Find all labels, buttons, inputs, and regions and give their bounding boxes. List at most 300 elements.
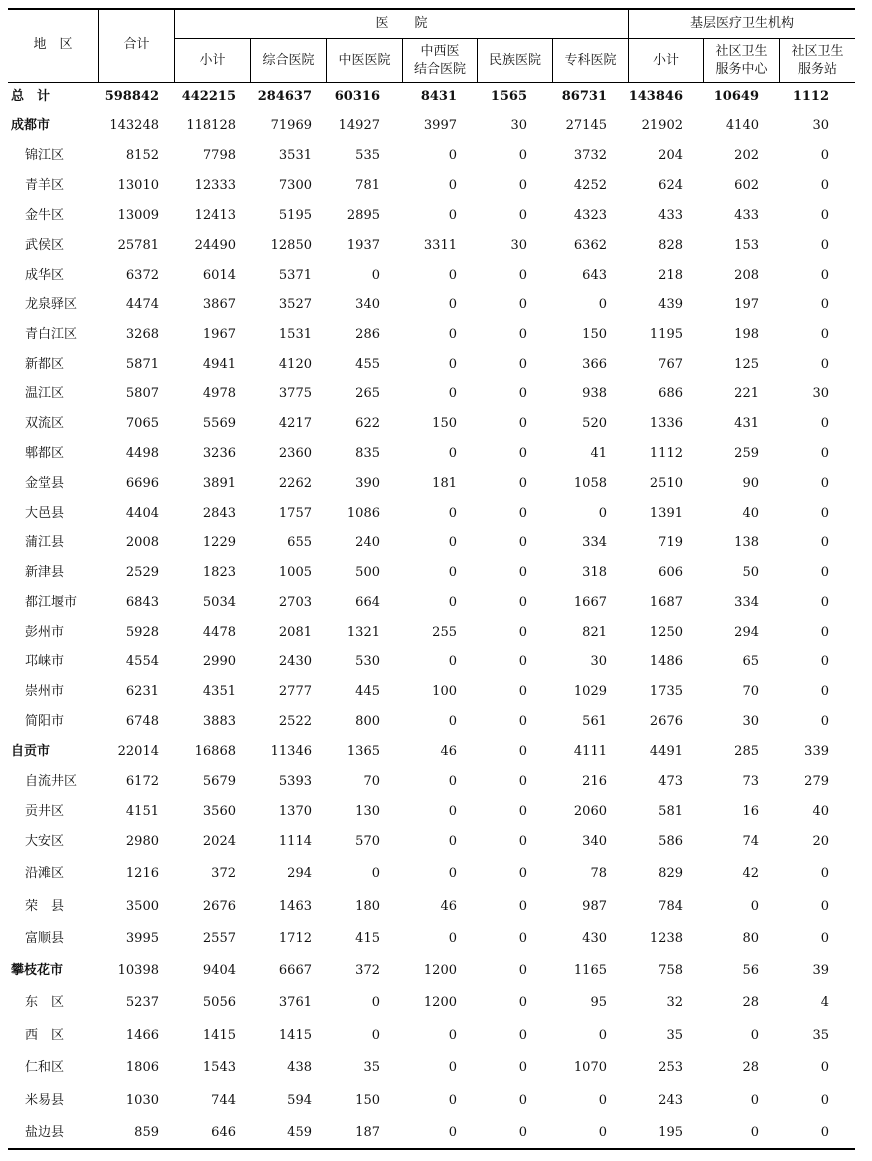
row-value-cell: 8152 (125, 148, 159, 163)
row-region-name: 米易县 (25, 1093, 65, 1108)
row-value-cell: 6362 (573, 238, 607, 253)
row-value-cell: 561 (582, 714, 607, 729)
row-value-cell: 0 (518, 535, 527, 550)
row-value-cell: 643 (582, 268, 607, 283)
row-value-cell: 0 (518, 178, 527, 193)
row-value-cell: 4978 (202, 386, 236, 401)
row-value-cell: 455 (355, 357, 380, 372)
row-value-cell: 71969 (270, 118, 312, 133)
row-value-cell: 42 (742, 866, 759, 881)
row-value-cell: 0 (820, 565, 829, 580)
row-value-cell: 78 (590, 866, 607, 881)
row-value-cell: 0 (448, 327, 457, 342)
row-value-cell: 285 (734, 744, 759, 759)
row-value-cell: 0 (448, 866, 457, 881)
row-value-cell: 35 (666, 1028, 683, 1043)
row-value-cell: 800 (355, 714, 380, 729)
row-value-cell: 0 (750, 899, 759, 914)
row-value-cell: 240 (355, 535, 380, 550)
row-region-name: 郫都区 (25, 446, 65, 461)
row-value-cell: 5569 (202, 416, 236, 431)
row-value-cell: 118128 (186, 118, 236, 133)
row-region-name: 龙泉驿区 (25, 297, 78, 312)
row-value-cell: 13009 (117, 208, 159, 223)
row-value-cell: 0 (820, 1093, 829, 1108)
row-value-cell: 259 (734, 446, 759, 461)
row-value-cell: 90 (742, 476, 759, 491)
row-value-cell: 586 (658, 834, 683, 849)
row-value-cell: 0 (448, 357, 457, 372)
row-value-cell: 218 (658, 268, 683, 283)
chc-center-header-line2: 服务中心 (715, 62, 768, 77)
row-value-cell: 4252 (573, 178, 607, 193)
row-value-cell: 339 (804, 744, 829, 759)
row-value-cell: 0 (598, 1125, 607, 1140)
row-value-cell: 445 (355, 684, 380, 699)
row-region-name: 金牛区 (25, 208, 65, 223)
row-value-cell: 366 (582, 357, 607, 372)
row-value-cell: 0 (518, 744, 527, 759)
row-value-cell: 1086 (346, 506, 380, 521)
row-value-cell: 1165 (573, 963, 607, 978)
row-value-cell: 6696 (125, 476, 159, 491)
row-value-cell: 4941 (202, 357, 236, 372)
row-value-cell: 1195 (649, 327, 683, 342)
row-value-cell: 70 (363, 774, 380, 789)
primary-subtotal-header: 小计 (652, 53, 679, 68)
row-value-cell: 9404 (202, 963, 236, 978)
row-value-cell: 1565 (490, 89, 527, 104)
row-value-cell: 0 (518, 506, 527, 521)
row-value-cell: 0 (820, 595, 829, 610)
row-value-cell: 1030 (125, 1093, 159, 1108)
row-value-cell: 1321 (346, 625, 380, 640)
row-value-cell: 0 (518, 654, 527, 669)
row-region-name: 自流井区 (25, 774, 78, 789)
row-value-cell: 8431 (420, 89, 457, 104)
row-value-cell: 744 (211, 1093, 236, 1108)
row-value-cell: 0 (518, 476, 527, 491)
row-region-name: 蒲江县 (25, 535, 65, 550)
row-value-cell: 439 (658, 297, 683, 312)
row-value-cell: 0 (518, 834, 527, 849)
integrated-hospital-header-line1: 中西医 (420, 44, 460, 59)
row-value-cell: 1415 (278, 1028, 312, 1043)
row-value-cell: 938 (582, 386, 607, 401)
row-value-cell: 784 (658, 899, 683, 914)
row-value-cell: 390 (355, 476, 380, 491)
row-value-cell: 0 (448, 654, 457, 669)
row-value-cell: 3891 (202, 476, 236, 491)
row-value-cell: 286 (355, 327, 380, 342)
row-value-cell: 153 (734, 238, 759, 253)
hospital-subtotal-header: 小计 (199, 53, 226, 68)
row-value-cell: 0 (518, 774, 527, 789)
row-value-cell: 0 (820, 268, 829, 283)
row-value-cell: 30 (812, 386, 829, 401)
row-value-cell: 28 (742, 995, 759, 1010)
row-value-cell: 65 (742, 654, 759, 669)
row-value-cell: 2024 (202, 834, 236, 849)
row-value-cell: 0 (448, 268, 457, 283)
row-value-cell: 86731 (561, 89, 607, 104)
row-value-cell: 2529 (125, 565, 159, 580)
row-value-cell: 0 (820, 297, 829, 312)
row-value-cell: 4120 (278, 357, 312, 372)
row-value-cell: 5807 (125, 386, 159, 401)
row-region-name: 温江区 (25, 386, 65, 401)
row-value-cell: 0 (518, 1093, 527, 1108)
row-value-cell: 0 (448, 297, 457, 312)
row-region-name: 总 计 (11, 89, 51, 104)
row-value-cell: 318 (582, 565, 607, 580)
row-value-cell: 4404 (125, 506, 159, 521)
row-value-cell: 0 (598, 1093, 607, 1108)
row-value-cell: 0 (448, 535, 457, 550)
row-value-cell: 150 (582, 327, 607, 342)
row-value-cell: 1370 (278, 804, 312, 819)
row-value-cell: 80 (742, 931, 759, 946)
row-value-cell: 334 (734, 595, 759, 610)
row-value-cell: 150 (432, 416, 457, 431)
row-value-cell: 340 (355, 297, 380, 312)
row-value-cell: 2676 (649, 714, 683, 729)
table-top-rule (8, 8, 855, 10)
row-region-name: 都江堰市 (25, 595, 78, 610)
row-value-cell: 594 (287, 1093, 312, 1108)
row-value-cell: 0 (518, 297, 527, 312)
primary-care-group-header: 基层医疗卫生机构 (689, 16, 794, 31)
row-region-name: 武侯区 (25, 238, 65, 253)
row-value-cell: 3995 (125, 931, 159, 946)
row-value-cell: 0 (371, 866, 380, 881)
row-value-cell: 0 (598, 297, 607, 312)
row-value-cell: 7300 (278, 178, 312, 193)
row-value-cell: 279 (804, 774, 829, 789)
row-value-cell: 5928 (125, 625, 159, 640)
row-value-cell: 12413 (194, 208, 236, 223)
row-value-cell: 20 (812, 834, 829, 849)
row-value-cell: 2676 (202, 899, 236, 914)
row-value-cell: 6014 (202, 268, 236, 283)
row-value-cell: 3527 (278, 297, 312, 312)
row-value-cell: 4217 (278, 416, 312, 431)
specialty-hospital-header: 专科医院 (564, 53, 617, 68)
row-region-name: 大安区 (25, 834, 65, 849)
row-value-cell: 1229 (202, 535, 236, 550)
row-value-cell: 0 (820, 714, 829, 729)
row-value-cell: 438 (287, 1060, 312, 1075)
row-value-cell: 40 (742, 506, 759, 521)
row-value-cell: 6231 (125, 684, 159, 699)
row-value-cell: 581 (658, 804, 683, 819)
row-value-cell: 821 (582, 625, 607, 640)
header-bottom-rule (8, 82, 855, 83)
row-value-cell: 2360 (278, 446, 312, 461)
row-value-cell: 0 (820, 535, 829, 550)
row-value-cell: 143846 (628, 89, 683, 104)
row-value-cell: 686 (658, 386, 683, 401)
row-value-cell: 16868 (194, 744, 236, 759)
row-value-cell: 10398 (117, 963, 159, 978)
row-value-cell: 0 (518, 804, 527, 819)
row-value-cell: 0 (820, 506, 829, 521)
row-value-cell: 415 (355, 931, 380, 946)
hospital-group-header: 医 院 (375, 16, 428, 31)
row-value-cell: 4478 (202, 625, 236, 640)
row-value-cell: 3268 (125, 327, 159, 342)
row-value-cell: 758 (658, 963, 683, 978)
row-value-cell: 4323 (573, 208, 607, 223)
row-value-cell: 255 (432, 625, 457, 640)
row-value-cell: 859 (134, 1125, 159, 1140)
chc-center-header-line1: 社区卫生 (715, 44, 768, 59)
row-value-cell: 3500 (125, 899, 159, 914)
row-value-cell: 25781 (117, 238, 159, 253)
row-value-cell: 32 (666, 995, 683, 1010)
row-value-cell: 14927 (338, 118, 380, 133)
row-value-cell: 0 (518, 995, 527, 1010)
integrated-hospital-header-line2: 结合医院 (413, 62, 466, 77)
row-value-cell: 181 (432, 476, 457, 491)
row-value-cell: 0 (820, 357, 829, 372)
row-region-name: 攀枝花市 (11, 963, 64, 978)
row-value-cell: 197 (734, 297, 759, 312)
row-value-cell: 1200 (423, 995, 457, 1010)
row-region-name: 青羊区 (25, 178, 65, 193)
row-value-cell: 767 (658, 357, 683, 372)
row-value-cell: 0 (448, 804, 457, 819)
row-value-cell: 0 (371, 1028, 380, 1043)
row-value-cell: 253 (658, 1060, 683, 1075)
row-value-cell: 0 (820, 178, 829, 193)
row-value-cell: 6667 (278, 963, 312, 978)
row-value-cell: 21902 (641, 118, 683, 133)
row-value-cell: 4111 (573, 744, 607, 759)
row-value-cell: 187 (355, 1125, 380, 1140)
row-value-cell: 0 (518, 148, 527, 163)
row-value-cell: 41 (590, 446, 607, 461)
row-region-name: 自贡市 (11, 744, 51, 759)
row-region-name: 新都区 (25, 357, 65, 372)
row-value-cell: 35 (363, 1060, 380, 1075)
row-value-cell: 4151 (125, 804, 159, 819)
row-value-cell: 0 (448, 148, 457, 163)
row-value-cell: 2430 (278, 654, 312, 669)
row-value-cell: 1712 (278, 931, 312, 946)
row-value-cell: 198 (734, 327, 759, 342)
row-value-cell: 2522 (278, 714, 312, 729)
row-value-cell: 0 (518, 1060, 527, 1075)
row-value-cell: 0 (518, 327, 527, 342)
row-value-cell: 4554 (125, 654, 159, 669)
row-value-cell: 3883 (202, 714, 236, 729)
general-hospital-header: 综合医院 (262, 53, 315, 68)
row-value-cell: 0 (820, 416, 829, 431)
row-value-cell: 459 (287, 1125, 312, 1140)
row-value-cell: 0 (820, 208, 829, 223)
row-value-cell: 28 (742, 1060, 759, 1075)
row-value-cell: 143248 (109, 118, 159, 133)
row-value-cell: 655 (287, 535, 312, 550)
row-value-cell: 1005 (278, 565, 312, 580)
row-value-cell: 180 (355, 899, 380, 914)
row-value-cell: 22014 (117, 744, 159, 759)
row-value-cell: 125 (734, 357, 759, 372)
row-value-cell: 12333 (194, 178, 236, 193)
row-value-cell: 0 (448, 1125, 457, 1140)
row-value-cell: 0 (820, 327, 829, 342)
row-value-cell: 0 (750, 1093, 759, 1108)
row-value-cell: 265 (355, 386, 380, 401)
row-value-cell: 30 (510, 118, 527, 133)
row-value-cell: 4 (820, 995, 829, 1010)
row-value-cell: 0 (448, 714, 457, 729)
row-value-cell: 6372 (125, 268, 159, 283)
row-value-cell: 74 (742, 834, 759, 849)
row-value-cell: 5195 (278, 208, 312, 223)
row-value-cell: 0 (448, 931, 457, 946)
region-header: 地 区 (33, 37, 73, 52)
row-value-cell: 1200 (423, 963, 457, 978)
row-value-cell: 4491 (649, 744, 683, 759)
row-value-cell: 1112 (792, 89, 829, 104)
row-value-cell: 5679 (202, 774, 236, 789)
row-value-cell: 0 (448, 595, 457, 610)
row-value-cell: 0 (820, 446, 829, 461)
row-value-cell: 7798 (202, 148, 236, 163)
row-value-cell: 35 (812, 1028, 829, 1043)
row-value-cell: 0 (518, 963, 527, 978)
row-value-cell: 0 (448, 1028, 457, 1043)
row-value-cell: 1486 (649, 654, 683, 669)
table-bottom-rule (8, 1148, 855, 1150)
row-value-cell: 1070 (573, 1060, 607, 1075)
row-value-cell: 2557 (202, 931, 236, 946)
row-value-cell: 0 (820, 899, 829, 914)
row-value-cell: 3997 (423, 118, 457, 133)
row-value-cell: 5034 (202, 595, 236, 610)
row-value-cell: 0 (820, 866, 829, 881)
row-value-cell: 4140 (725, 118, 759, 133)
row-value-cell: 3867 (202, 297, 236, 312)
row-value-cell: 5371 (278, 268, 312, 283)
row-value-cell: 1114 (278, 834, 312, 849)
row-value-cell: 284637 (257, 89, 312, 104)
row-value-cell: 30 (742, 714, 759, 729)
row-value-cell: 0 (518, 714, 527, 729)
row-value-cell: 0 (371, 995, 380, 1010)
row-value-cell: 1250 (649, 625, 683, 640)
row-value-cell: 7065 (125, 416, 159, 431)
row-value-cell: 100 (432, 684, 457, 699)
row-region-name: 彭州市 (25, 625, 65, 640)
row-value-cell: 0 (518, 357, 527, 372)
row-region-name: 东 区 (25, 995, 65, 1010)
row-value-cell: 340 (582, 834, 607, 849)
row-region-name: 荣 县 (25, 899, 65, 914)
row-value-cell: 1029 (573, 684, 607, 699)
row-value-cell: 433 (658, 208, 683, 223)
row-value-cell: 12850 (270, 238, 312, 253)
row-value-cell: 3311 (423, 238, 457, 253)
row-value-cell: 0 (518, 446, 527, 461)
row-value-cell: 0 (598, 506, 607, 521)
row-value-cell: 0 (820, 238, 829, 253)
row-region-name: 成华区 (25, 268, 65, 283)
row-value-cell: 6748 (125, 714, 159, 729)
row-value-cell: 624 (658, 178, 683, 193)
row-value-cell: 3775 (278, 386, 312, 401)
row-value-cell: 1543 (202, 1060, 236, 1075)
row-region-name: 富顺县 (25, 931, 65, 946)
row-value-cell: 130 (355, 804, 380, 819)
row-value-cell: 2895 (346, 208, 380, 223)
row-value-cell: 433 (734, 208, 759, 223)
row-region-name: 简阳市 (25, 714, 65, 729)
row-region-name: 贡井区 (25, 804, 65, 819)
row-value-cell: 2990 (202, 654, 236, 669)
row-region-name: 盐边县 (25, 1125, 65, 1140)
row-value-cell: 195 (658, 1125, 683, 1140)
row-value-cell: 0 (820, 931, 829, 946)
row-value-cell: 1336 (649, 416, 683, 431)
row-value-cell: 602 (734, 178, 759, 193)
row-value-cell: 5237 (125, 995, 159, 1010)
row-value-cell: 294 (734, 625, 759, 640)
row-value-cell: 208 (734, 268, 759, 283)
row-value-cell: 2510 (649, 476, 683, 491)
row-region-name: 仁和区 (25, 1060, 65, 1075)
row-value-cell: 0 (518, 899, 527, 914)
row-value-cell: 3531 (278, 148, 312, 163)
row-value-cell: 73 (742, 774, 759, 789)
row-value-cell: 664 (355, 595, 380, 610)
row-value-cell: 2777 (278, 684, 312, 699)
row-value-cell: 10649 (713, 89, 759, 104)
row-value-cell: 0 (448, 386, 457, 401)
row-value-cell: 1757 (278, 506, 312, 521)
row-value-cell: 0 (820, 476, 829, 491)
row-value-cell: 0 (448, 506, 457, 521)
row-value-cell: 781 (355, 178, 380, 193)
row-value-cell: 40 (812, 804, 829, 819)
row-value-cell: 0 (448, 1060, 457, 1075)
row-value-cell: 0 (820, 148, 829, 163)
row-value-cell: 0 (820, 1125, 829, 1140)
row-value-cell: 1058 (573, 476, 607, 491)
row-value-cell: 1967 (202, 327, 236, 342)
row-value-cell: 0 (448, 446, 457, 461)
row-value-cell: 1216 (125, 866, 159, 881)
row-value-cell: 30 (812, 118, 829, 133)
row-value-cell: 520 (582, 416, 607, 431)
row-value-cell: 0 (598, 1028, 607, 1043)
row-value-cell: 0 (518, 866, 527, 881)
total-header: 合计 (123, 37, 150, 52)
row-value-cell: 606 (658, 565, 683, 580)
row-value-cell: 0 (518, 268, 527, 283)
row-value-cell: 473 (658, 774, 683, 789)
row-value-cell: 2008 (125, 535, 159, 550)
row-value-cell: 1391 (649, 506, 683, 521)
row-value-cell: 0 (750, 1125, 759, 1140)
row-value-cell: 16 (742, 804, 759, 819)
row-value-cell: 3560 (202, 804, 236, 819)
row-value-cell: 2980 (125, 834, 159, 849)
row-region-name: 邛崃市 (25, 654, 65, 669)
row-value-cell: 0 (448, 774, 457, 789)
